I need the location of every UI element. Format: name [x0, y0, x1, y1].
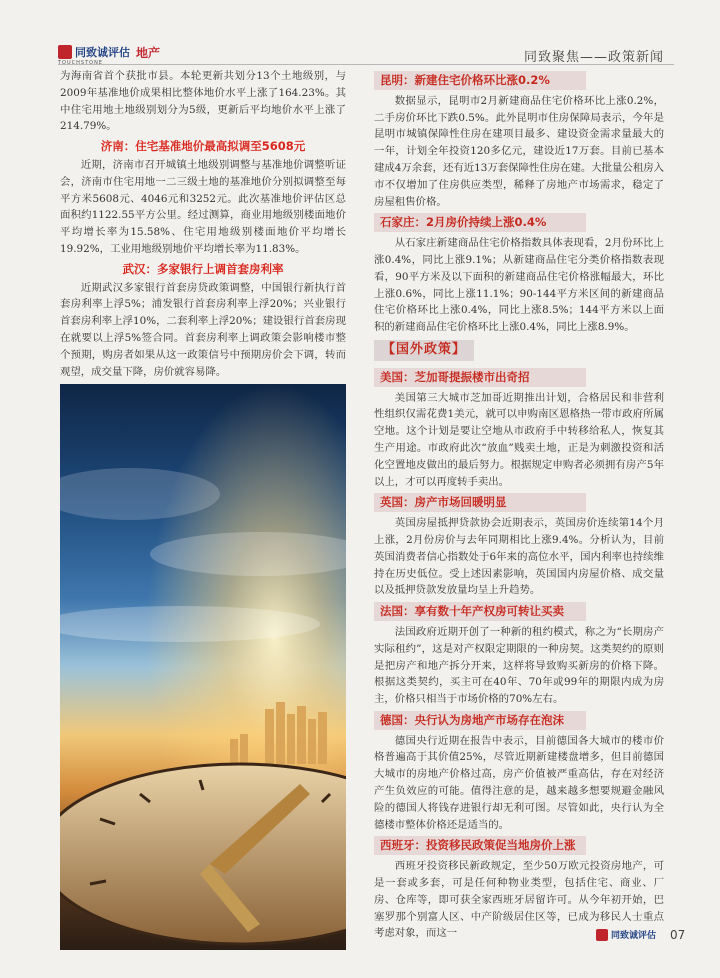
wuhan-paragraph: 近期武汉多家银行首套房贷政策调整，中国银行新执行首套房利率上浮5%；浦发银行首套房利率上浮20%；兴业银行首套房利率上浮10%，二套利率上浮20%；建设银行首套房现在就要以上浮5%签合同。首套房利率上调政策会影响楼市整个预期，购房者如果从这一政策信号中预期房价会下调，转而观望，成交量下降，房价就容易降。 [60, 281, 346, 378]
foreign-policy-heading: 【国外政策】 [374, 340, 474, 361]
logo-text: 同致诚评估 [75, 46, 130, 59]
left-column [60, 68, 346, 380]
shijiazhuang-paragraph: 从石家庄新建商品住宅价格指数具体表现看，2月份环比上涨0.4%，同比上涨9.1%；从新建商品住宅分类价格指数表现看，90平方米及以下面积的新建商品住宅价格涨幅最大，环比上涨0.6%，同比上涨11.1%；90-144平方米区间的新建商品住宅价格环比上涨0.4%，同比上涨8.5%；144平方米以上面积的新建商品住宅价格环比上涨0.4%，同比上涨8.9%。 [374, 237, 664, 334]
footer-logo [596, 928, 656, 941]
usa-headline: 美国：芝加哥提振楼市出奇招 [374, 368, 586, 387]
spain-headline: 西班牙：投资移民政策促当地房价上涨 [374, 836, 586, 855]
france-paragraph: 法国政府近期开创了一种新的租约模式，称之为“长期房产实际租约”，这是对产权限定期限的一种房契。这类契约的原则是把房产和地产拆分开来，这样将导致购买新房的价格下降。根据这类契约，买主可在40年、70年或99年的期限内成为房主，价格只相当于市场价格的70%左右。 [374, 625, 664, 706]
page-number: 07 [670, 928, 686, 942]
jinan-headline: 济南：住宅基准地价最高拟调至5608元 [100, 139, 306, 154]
france-headline: 法国：享有数十年产权房可转让买卖 [374, 602, 586, 621]
kunming-paragraph: 数据显示，昆明市2月新建商品住宅价格环比上涨0.2%，二手房价环比下跌0.5%。此外昆明市住房保障局表示，今年是昆明市城镇保障性住房在建项目最多、建设资金需求量最大的一年，计划全年投资120多亿元，建设近17万套。目前已基本建成4万余套，还有近13万套保障性住房在建。大批量公租房入市不仅增加了住房供应类型，稀释了房地产市场需求，稳定了房屋租售价格。 [374, 94, 664, 208]
cityscape-clock-photo [60, 384, 346, 950]
jinan-paragraph: 近期，济南市召开城镇土地级别调整与基准地价调整听证会，济南市住宅用地一二三级土地的基准地价分别拟调整至每平方米5608元、4046元和3252元。此次基准地价评估区总面积约1122.55平方公里。经过测算，商业用地级别楼面地价平均增长率为15.58%、住宅用地级别楼面地价平均增长19.92%，工业用地级别地价平均增长率为11.83%。 [60, 158, 346, 255]
brand-logo [58, 42, 160, 62]
header-divider [58, 64, 674, 65]
hainan-paragraph: 为海南省首个获批市县。本轮更新共划分13个土地级别，与2009年基准地价成果相比整体地价水平上涨了164.23%。其中住宅用地土地级别划分为5级，更新后平均地价水平上涨了214.79%。 [60, 70, 346, 133]
footer-logo-mark-icon [596, 929, 608, 941]
photo-illustration [60, 384, 346, 950]
logo-subtitle: TOUCHSTONE [58, 60, 103, 66]
usa-paragraph: 美国第三大城市芝加哥近期推出计划，合格居民和非营利性组织仅需花费1美元，就可以申购南区恩格热一带市政府所属空地。这个计划是要让空地从市政府手中转移给私人，恢复其生产用途。市政府此次“放血”贱卖土地，正是为刺激投资和活化空置地皮做出的最后努力。根据规定申购者必须拥有房产5年以上，才可以再度转手卖出。 [374, 391, 664, 488]
uk-paragraph: 英国房屋抵押贷款协会近期表示，英国房价连续第14个月上涨，2月份房价与去年同期相比上涨9.4%。分析认为，目前英国消费者信心指数处于6年来的高位水平，国内利率也持续维持在历史低位。受上述因素影响，英国国内房屋价格、成交量以及抵押贷款发放量均呈上升趋势。 [374, 517, 664, 597]
uk-headline: 英国：房产市场回暖明显 [374, 493, 586, 512]
kunming-headline: 昆明：新建住宅价格环比涨0.2% [374, 71, 586, 90]
footer-logo-text: 同致诚评估 [611, 931, 657, 941]
logo-mark-icon [58, 45, 72, 59]
spain-paragraph: 西班牙投资移民新政规定，至少50万欧元投资房地产，可是一套或多套，可是任何种物业类型，包括住宅、商业、厂房、仓库等，即可获全家西班牙居留许可。从今年初开始，巴塞罗那个别富人区、中产阶级居住区等，已成为移民人士重点考虑对象，而这一 [374, 860, 664, 940]
germany-headline: 德国：央行认为房地产市场存在泡沫 [374, 711, 586, 730]
shijiazhuang-headline: 石家庄：2月房价持续上涨0.4% [374, 213, 586, 232]
right-column [374, 68, 664, 942]
page-header [0, 0, 720, 66]
magazine-title: 地产 [136, 45, 161, 60]
section-title: 同致聚焦——政策新闻 [523, 50, 664, 65]
wuhan-headline: 武汉：多家银行上调首套房利率 [122, 261, 284, 276]
germany-paragraph: 德国央行近期在报告中表示，目前德国各大城市的楼市价格普遍高于其价值25%，尽管近期新建楼盘增多，但目前德国大城市的房地产价格过高，房产价值被严重高估，存在对经济产生负效应的可能。值得注意的是，越来越多想要规避金融风险的德国人将钱存进银行却无利可图。尽管如此，央行认为全德楼市整体价格还是适当的。 [374, 734, 664, 831]
